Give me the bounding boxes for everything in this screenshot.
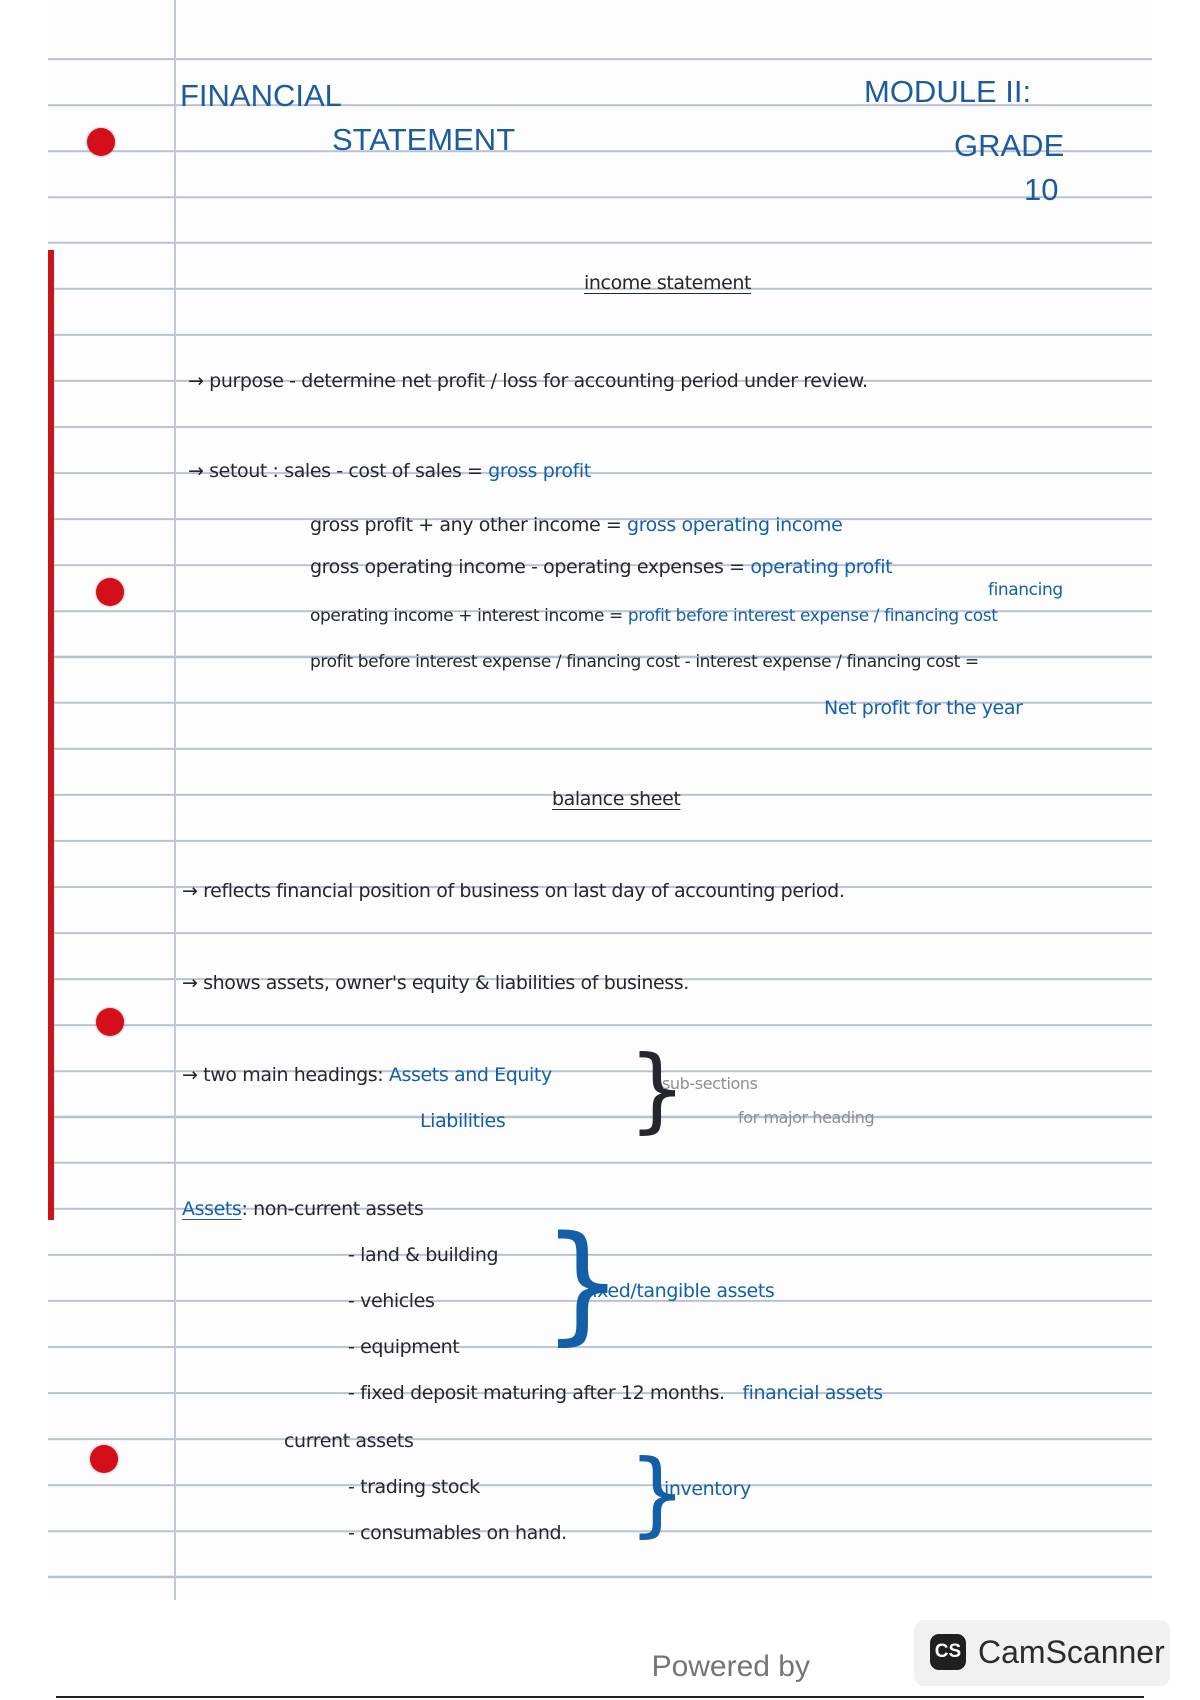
gross-profit-result: gross profit [488, 460, 591, 482]
setout-expression: → setout : sales - cost of sales = [188, 460, 483, 482]
fixed-asset-item: - vehicles [348, 1290, 435, 1312]
income-expression: profit before interest expense / financing cost - interest expense / financing cost = [310, 652, 979, 672]
shows-line: → shows assets, owner's equity & liabilities of business. [182, 972, 689, 994]
title-statement: STATEMENT [332, 122, 516, 157]
major-heading-note: for major heading [738, 1108, 875, 1127]
sub-sections-note: sub-sections [662, 1074, 758, 1093]
two-headings-line [182, 1064, 552, 1086]
income-expression: gross profit + any other income = [310, 514, 622, 536]
curly-brace: } [628, 1036, 687, 1143]
curly-brace: } [628, 1440, 687, 1547]
income-result: operating profit [750, 556, 893, 578]
reflects-line: → reflects financial position of business on last day of accounting period. [182, 880, 845, 902]
assets-suffix: : non-current assets [241, 1198, 424, 1220]
grade-label: GRADE [954, 128, 1065, 163]
income-line [310, 556, 892, 578]
camscanner-badge [914, 1620, 1170, 1686]
income-line [310, 606, 998, 626]
income-expression: operating income + interest income = [310, 606, 623, 626]
camscanner-logo-icon: CS [930, 1634, 966, 1670]
title-financial: FINANCIAL [180, 78, 342, 113]
bottom-rule [56, 1696, 1144, 1698]
income-line [310, 514, 842, 536]
income-statement-heading: income statement [584, 272, 752, 294]
inventory-label: inventory [664, 1478, 751, 1500]
module-label: MODULE II: [864, 74, 1032, 109]
income-result: profit before interest expense / financing cost [627, 606, 998, 626]
binder-hole [87, 128, 115, 156]
fixed-deposit-item: - fixed deposit maturing after 12 months. [348, 1382, 725, 1404]
assets-equity-heading: Assets and Equity [388, 1064, 552, 1086]
current-asset-item: - trading stock [348, 1476, 480, 1498]
fixed-deposit-line [348, 1382, 883, 1404]
financial-assets-label: financial assets [742, 1382, 883, 1404]
fixed-asset-item: - equipment [348, 1336, 460, 1358]
current-assets-label: current assets [284, 1430, 414, 1452]
purpose-line: → purpose - determine net profit / loss for accounting period under review. [188, 370, 868, 392]
liabilities-heading: Liabilities [420, 1110, 506, 1132]
binder-hole [96, 578, 124, 606]
assets-line [182, 1198, 424, 1220]
powered-by-text: Powered by [651, 1650, 810, 1683]
binder-hole [90, 1445, 118, 1473]
fixed-asset-item: - land & building [348, 1244, 499, 1266]
margin-line [174, 0, 176, 1600]
binder-hole [96, 1008, 124, 1036]
income-line [310, 652, 979, 672]
balance-sheet-heading: balance sheet [552, 788, 681, 810]
notebook-page [48, 0, 1152, 1600]
income-result: gross operating income [627, 514, 843, 536]
income-expression: gross operating income - operating expenses = [310, 556, 745, 578]
current-asset-item: - consumables on hand. [348, 1522, 567, 1544]
curly-brace: } [542, 1209, 624, 1358]
net-profit-result: Net profit for the year [824, 697, 1023, 719]
setout-line [188, 460, 591, 482]
two-headings-prefix: → two main headings: [182, 1064, 384, 1086]
camscanner-brand-name: CamScanner [978, 1634, 1165, 1670]
red-page-edge [48, 250, 54, 1220]
assets-label: Assets [182, 1198, 242, 1220]
financing-note: financing [988, 580, 1063, 600]
grade-number: 10 [1024, 172, 1059, 207]
fixed-tangible-label: fixed/tangible assets [586, 1280, 775, 1302]
